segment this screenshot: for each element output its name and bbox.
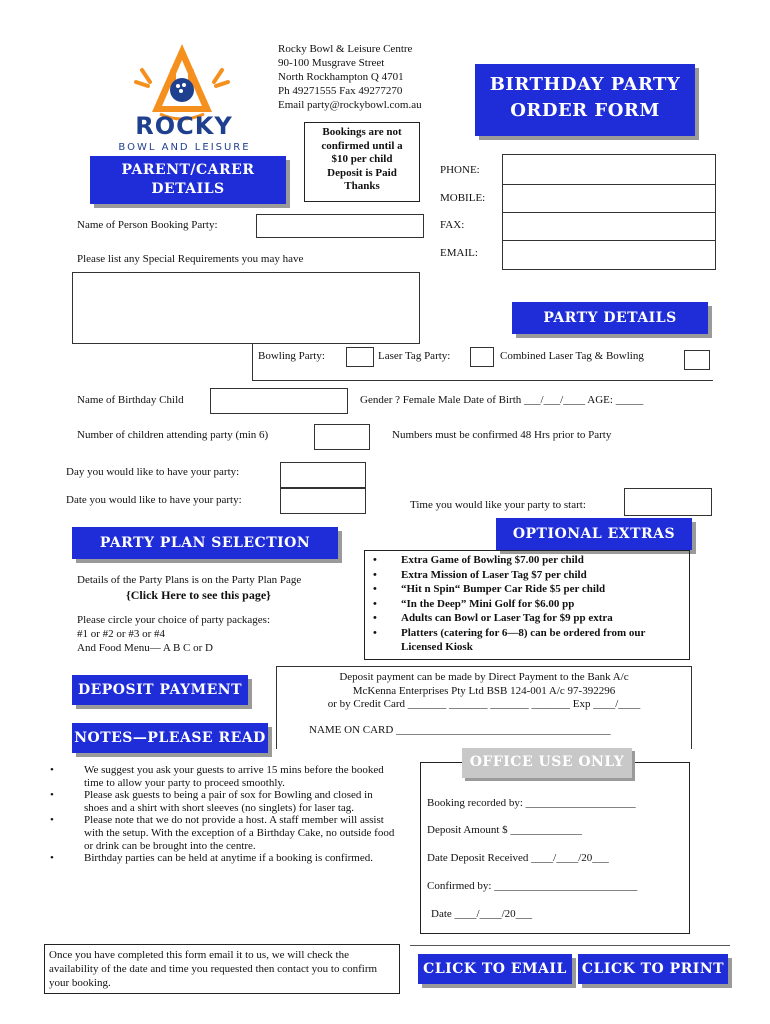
deposit-heading: DEPOSIT PAYMENT: [72, 675, 248, 705]
party-plan-circle-line2: #1 or #2 or #3 or #4: [77, 628, 165, 640]
optional-extras-list: [371, 553, 685, 655]
deposit-line1: Deposit payment can be made by Direct Payment to the Bank A/c: [339, 671, 629, 683]
bowling-party-checkbox[interactable]: [346, 347, 374, 367]
laser-tag-party-label: Laser Tag Party:: [378, 350, 451, 362]
optional-extras-heading: OPTIONAL EXTRAS: [496, 518, 692, 550]
special-requirements-field[interactable]: [72, 272, 420, 344]
confirmed-by-line[interactable]: Confirmed by: __________________________: [427, 880, 638, 892]
booker-name-label: Name of Person Booking Party:: [77, 219, 218, 231]
notes-heading: NOTES—PLEASE READ: [72, 723, 268, 753]
party-time-field[interactable]: [624, 488, 712, 516]
mobile-label: MOBILE:: [440, 192, 486, 204]
bowling-party-label: Bowling Party:: [258, 350, 325, 362]
booking-notice-line: Thanks: [344, 180, 380, 192]
contact-suburb: North Rockhampton Q 4701: [278, 71, 404, 83]
children-count-label: Number of children attending party (min 6): [77, 429, 269, 441]
logo-brand: ROCKY: [135, 112, 233, 140]
deposit-amount-line[interactable]: Deposit Amount $ _____________: [427, 824, 582, 836]
deposit-box: [276, 666, 692, 749]
notes-item: • Please ask guests to being a pair of sox for Bowling and closed in shoes and a shirt with short sleeves (no singlets) for laser tag.: [48, 789, 398, 814]
extras-item: • Extra Game of Bowling $7.00 per child: [371, 553, 685, 568]
party-details-heading: PARTY DETAILS: [512, 302, 708, 334]
fax-label: FAX:: [440, 219, 465, 231]
parent-heading-line2: DETAILS: [151, 181, 225, 197]
footer-divider: [410, 945, 730, 946]
booker-name-field[interactable]: [256, 214, 424, 238]
notes-item: • Please note that we do not provide a host. A staff member will assist with the setup. With the exception of a Birthday Cake, no outside food or drink can be brought into the centre.: [48, 814, 398, 852]
parent-heading-line1: PARENT/CARER: [121, 162, 255, 178]
extras-item: • “Hit n Spin“ Bumper Car Ride $5 per child: [371, 582, 685, 597]
extras-item: • Extra Mission of Laser Tag $7 per child: [371, 568, 685, 583]
party-time-label: Time you would like your party to start:: [410, 499, 586, 511]
email-field[interactable]: [502, 240, 716, 270]
children-count-field[interactable]: [314, 424, 370, 450]
child-name-label: Name of Birthday Child: [77, 394, 184, 406]
phone-field[interactable]: [502, 154, 716, 186]
name-on-card-line[interactable]: NAME ON CARD _______________________________________: [309, 723, 611, 736]
fax-field[interactable]: [502, 212, 716, 242]
email-button[interactable]: CLICK TO EMAIL: [418, 954, 572, 984]
contact-block: [278, 42, 422, 112]
party-plan-circle-line1: Please circle your choice of party packages:: [77, 614, 271, 626]
form-title-line2: ORDER FORM: [510, 100, 660, 121]
optional-extras-box: [364, 550, 690, 660]
contact-street: 90-100 Musgrave Street: [278, 57, 385, 69]
mobile-field[interactable]: [502, 184, 716, 214]
combined-party-label: Combined Laser Tag & Bowling: [500, 350, 644, 362]
contact-name: Rocky Bowl & Leisure Centre: [278, 43, 413, 55]
party-day-label: Day you would like to have your party:: [66, 466, 240, 478]
booking-notice: [304, 122, 420, 202]
logo: [100, 42, 265, 154]
party-date-field[interactable]: [280, 488, 366, 514]
date-deposit-received-line[interactable]: Date Deposit Received ____/____/20___: [427, 852, 609, 864]
notes-item: • Birthday parties can be held at anytime if a booking is confirmed.: [48, 852, 398, 865]
completion-instructions: Once you have completed this form email it to us, we will check the availability of the date and time you requested then contact you to confirm your booking.: [44, 944, 400, 994]
logo-tagline: BOWL AND LEISURE: [118, 142, 251, 153]
notes-box: [48, 764, 398, 865]
booking-recorded-line[interactable]: Booking recorded by: ____________________: [427, 797, 636, 809]
parent-heading: [90, 156, 286, 204]
extras-item: • “In the Deep” Mini Golf for $6.00 pp: [371, 597, 685, 612]
phone-label: PHONE:: [440, 164, 480, 176]
child-name-field[interactable]: [210, 388, 348, 414]
office-use-heading: OFFICE USE ONLY: [462, 748, 632, 778]
party-plan-circle-line3: And Food Menu— A B C or D: [77, 642, 213, 654]
office-date-line[interactable]: Date ____/____/20___: [431, 908, 533, 920]
booking-notice-line: Bookings are not: [322, 126, 402, 138]
extras-item: • Adults can Bowl or Laser Tag for $9 pp extra: [371, 611, 685, 626]
extras-item: • Platters (catering for 6—8) can be ordered from our Licensed Kiosk: [371, 626, 685, 655]
notes-item: • We suggest you ask your guests to arrive 15 mins before the booked time to allow your party to proceed smoothly.: [48, 764, 398, 789]
deposit-line2: McKenna Enterprises Pty Ltd BSB 124-001 A/c 97-392296: [352, 684, 616, 697]
combined-party-checkbox[interactable]: [684, 350, 710, 370]
gender-dob-age-text[interactable]: Gender ? Female Male Date of Birth ___/___/____ AGE: _____: [360, 394, 644, 406]
party-date-label: Date you would like to have your party:: [66, 494, 242, 506]
special-requirements-label: Please list any Special Requirements you may have: [77, 253, 304, 265]
office-use-box: [420, 762, 690, 934]
booking-notice-line: confirmed until a: [321, 139, 403, 152]
email-label: EMAIL:: [440, 247, 478, 259]
party-plan-heading: PARTY PLAN SELECTION: [72, 527, 338, 559]
contact-phone: Ph 49271555 Fax 49277270: [278, 85, 403, 97]
credit-card-line[interactable]: or by Credit Card _______ _______ _______ _______ Exp ____/____: [327, 698, 641, 710]
laser-tag-party-checkbox[interactable]: [470, 347, 494, 367]
notes-list: [48, 764, 398, 865]
print-button[interactable]: CLICK TO PRINT: [578, 954, 728, 984]
booking-notice-line: Deposit is Paid: [327, 166, 397, 179]
form-title: [475, 64, 695, 136]
form-title-line1: BIRTHDAY PARTY: [489, 74, 681, 95]
confirm-numbers-note: Numbers must be confirmed 48 Hrs prior to Party: [392, 429, 612, 441]
contact-email: Email party@rockybowl.com.au: [278, 99, 422, 111]
party-day-field[interactable]: [280, 462, 366, 488]
booking-notice-line: $10 per child: [331, 153, 393, 165]
party-plan-details: Details of the Party Plans is on the Party Plan Page: [77, 574, 302, 586]
party-plan-link[interactable]: {Click Here to see this page}: [126, 588, 271, 602]
